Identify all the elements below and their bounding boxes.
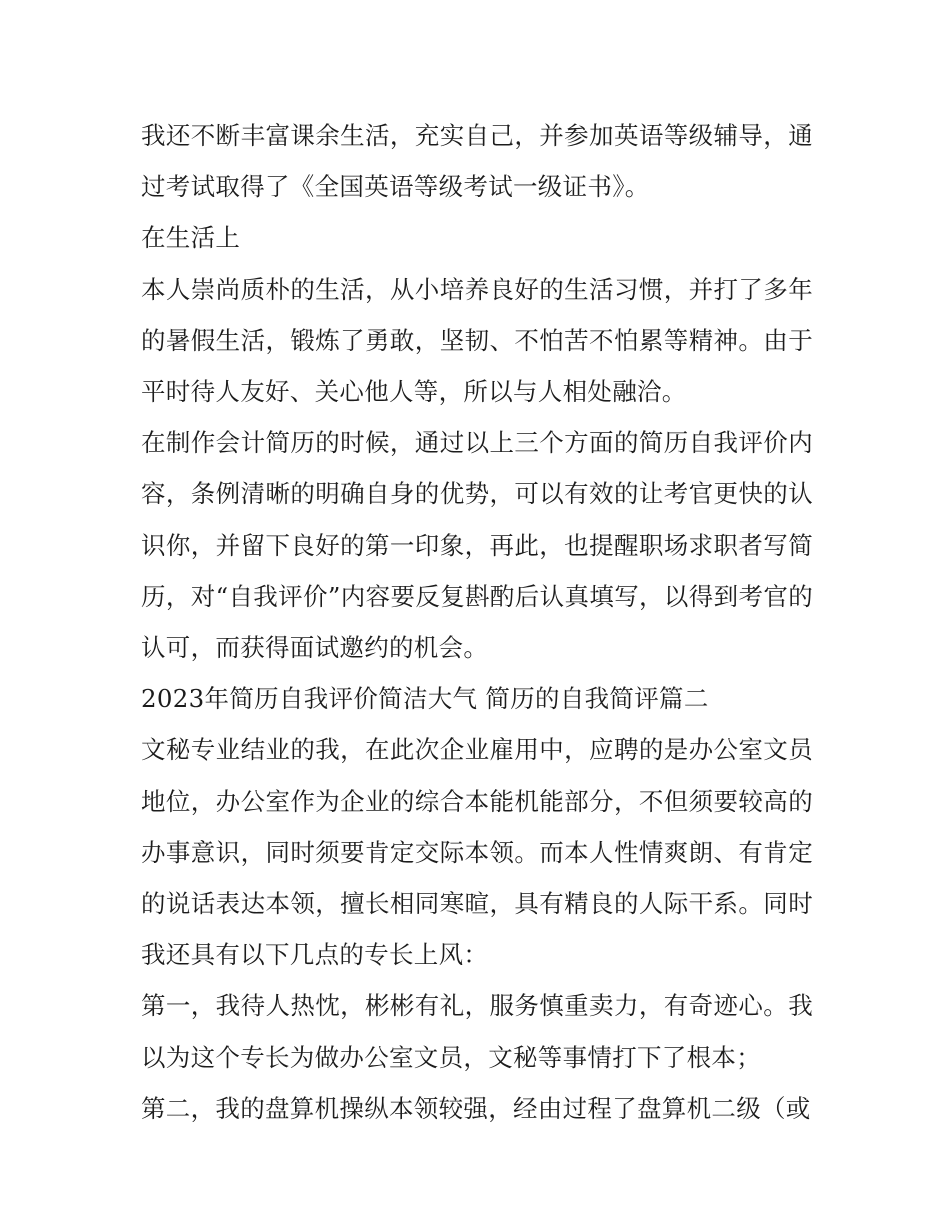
section-heading-life: 在生活上 bbox=[141, 223, 241, 253]
paragraph-life: 本人崇尚质朴的生活，从小培养良好的生活习惯，并打了多年的暑假生活，锻炼了勇敢，坚韧、不怕苦不怕累等精神。由于平时待人友好、关心他人等，所以与人相处融洽。 bbox=[141, 274, 813, 407]
article-heading-part-two: 2023年简历自我评价简洁大气 简历的自我简评篇二 bbox=[141, 684, 709, 714]
paragraph-secretary-intro: 文秘专业结业的我，在此次企业雇用中，应聘的是办公室文员地位，办公室作为企业的综合本能机能部分，不但须要较高的办事意识，同时须要肯定交际本领。而本人性情爽朗、有肯定的说话表达本领，擅长相同寒暄，具有精良的人际干系。同时我还具有以下几点的专长上风： bbox=[141, 735, 813, 970]
paragraph-strength-second: 第二，我的盘算机操纵本领较强，经由过程了盘算机二级（或 bbox=[141, 1093, 811, 1123]
paragraph-resume-advice: 在制作会计简历的时候，通过以上三个方面的简历自我评价内容，条例清晰的明确自身的优势，可以有效的让考官更快的认识你，并留下良好的第一印象，再此，也提醒职场求职者写简历，对“自我评价”内容要反复斟酌后认真填写，以得到考官的认可，而获得面试邀约的机会。 bbox=[141, 428, 813, 663]
paragraph-extracurricular: 我还不断丰富课余生活，充实自己，并参加英语等级辅导，通过考试取得了《全国英语等级考试一级证书》。 bbox=[141, 121, 813, 202]
document-body bbox=[141, 110, 813, 1134]
paragraph-strength-first: 第一，我待人热忱，彬彬有礼，服务慎重卖力，有奇迹心。我以为这个专长为做办公室文员，文秘等事情打下了根本； bbox=[141, 991, 813, 1072]
